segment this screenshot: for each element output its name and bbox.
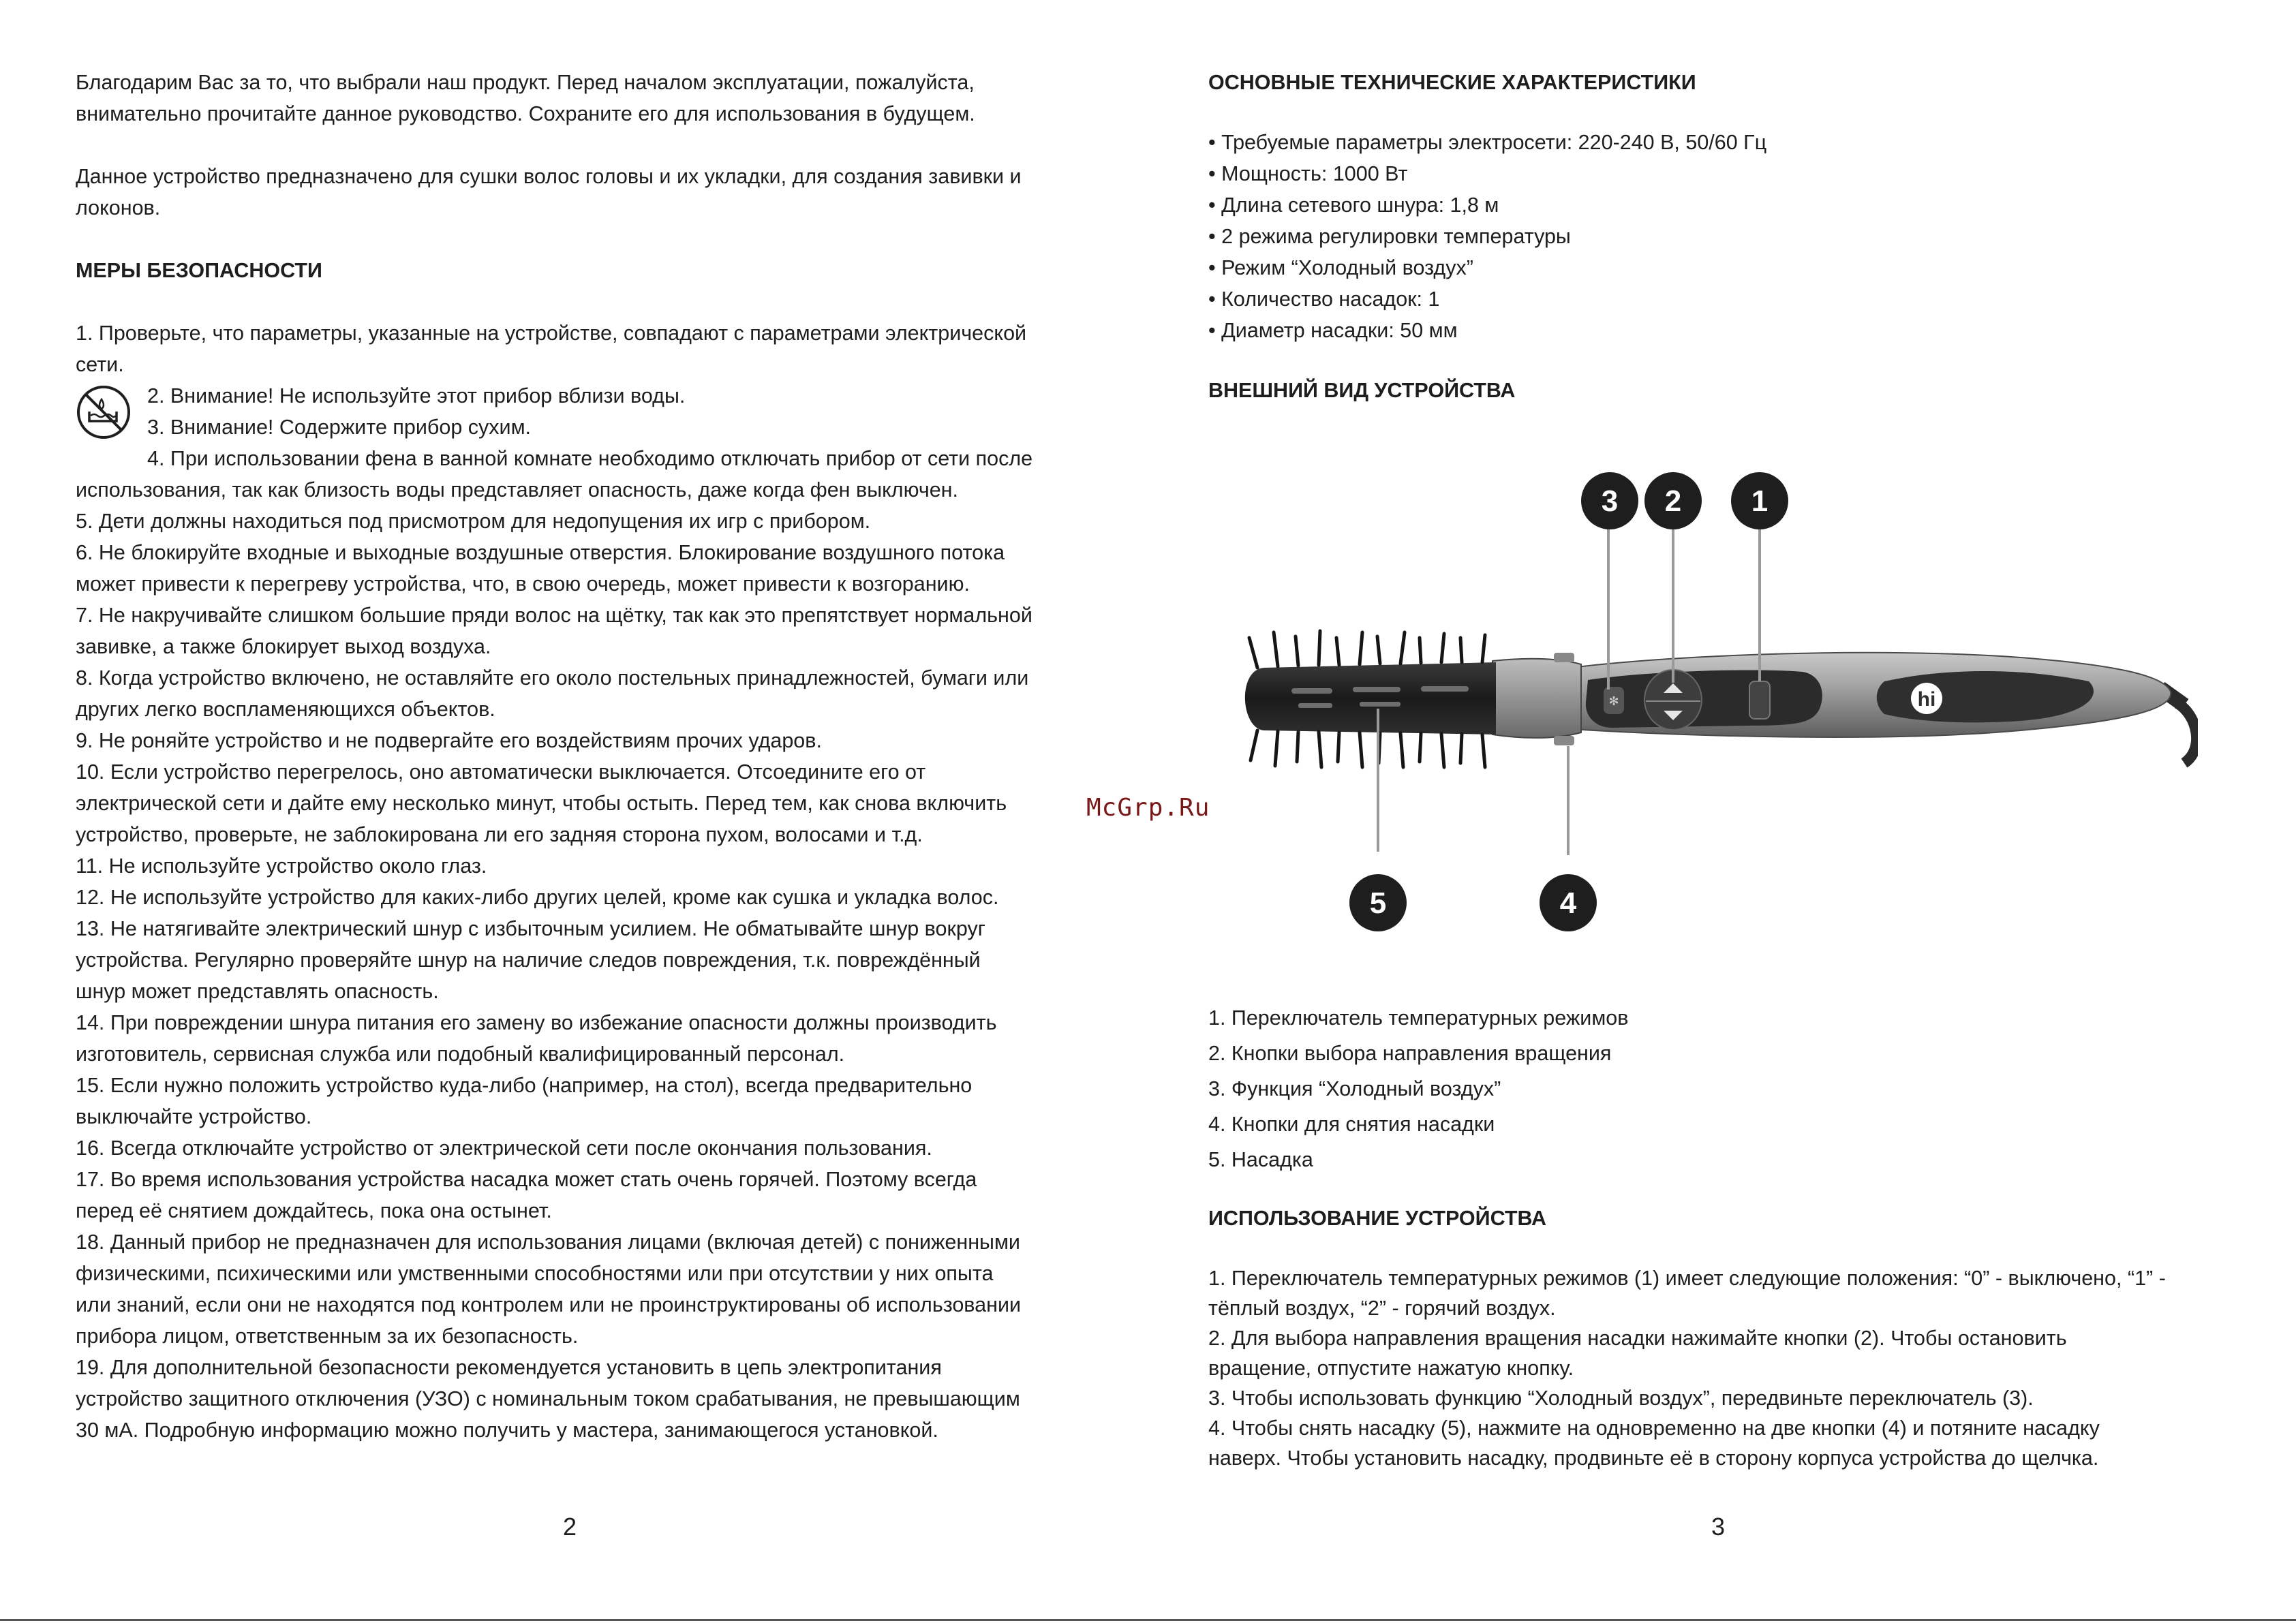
svg-text:4: 4: [1559, 886, 1577, 920]
intro-line-1: Благодарим Вас за то, что выбрали наш продукт. Перед началом эксплуатации, пожалуйста,: [76, 71, 975, 94]
safety-line: 15. Если нужно положить устройство куда-либо (например, на стол), всегда предварительно: [76, 1074, 973, 1097]
safety-line: 16. Всегда отключайте устройство от электрической сети после окончания пользования.: [76, 1137, 932, 1160]
safety-line: выключайте устройство.: [76, 1105, 312, 1128]
brush-barrel: [1245, 662, 1496, 735]
svg-text:5: 5: [1369, 886, 1387, 920]
spec-item: • Диаметр насадки: 50 мм: [1208, 319, 1458, 342]
intro-line-2: внимательно прочитайте данное руководство. Сохраните его для использования в будущем.: [76, 102, 975, 125]
water-warning-block: [76, 380, 1084, 474]
safety-line: 10. Если устройство перегрелось, оно автоматически выключается. Отсоедините его от: [76, 760, 926, 784]
safety-line: 11. Не используйте устройство около глаз.: [76, 854, 487, 878]
bottom-border: [0, 1619, 2296, 1621]
safety-line: 19. Для дополнительной безопасности рекомендуется установить в цепь электропитания: [76, 1356, 942, 1379]
watermark: McGrp.Ru: [1086, 794, 1210, 822]
legend-item: 5. Насадка: [1208, 1148, 1313, 1171]
legend-item: 4. Кнопки для снятия насадки: [1208, 1113, 1495, 1136]
no-water-warning-icon: [76, 384, 132, 440]
safety-line: 9. Не роняйте устройство и не подвергайте его воздействиям прочих ударов.: [76, 729, 822, 752]
spec-item: • Требуемые параметры электросети: 220-240 В, 50/60 Гц: [1208, 131, 1767, 154]
release-button-bottom: [1554, 736, 1574, 745]
appearance-heading: ВНЕШНИЙ ВИД УСТРОЙСТВА: [1208, 379, 1516, 402]
legend-item: 2. Кнопки выбора направления вращения: [1208, 1042, 1612, 1065]
callout-5: [1349, 874, 1407, 931]
svg-text:1: 1: [1751, 484, 1769, 518]
page-number-right: 3: [1711, 1513, 1726, 1541]
temperature-switch: [1749, 681, 1770, 719]
page-number-left: 2: [563, 1513, 577, 1541]
safety-line: 8. Когда устройство включено, не оставляйте его около постельных принадлежностей, бумаги или: [76, 666, 1029, 690]
safety-line: 7. Не накручивайте слишком большие пряди волос на щётку, так как это препятствует нормальной: [76, 604, 1032, 627]
safety-line: завивке, а также блокирует выход воздуха.: [76, 635, 491, 658]
right-page-text: [1208, 67, 2224, 406]
usage-line: вращение, отпустите нажатую кнопку.: [1208, 1357, 1574, 1380]
safety-line: использования, так как близость воды представляет опасность, даже когда фен выключен.: [76, 478, 958, 501]
safety-line: 12. Не используйте устройство для каких-либо других целей, кроме как сушка и укладка волос.: [76, 886, 999, 909]
safety-line: 4. При использовании фена в ванной комнате необходимо отключать прибор от сети после: [147, 447, 1033, 470]
safety-line: электрической сети и дайте ему несколько минут, чтобы остыть. Перед тем, как снова включить: [76, 792, 1007, 815]
left-page-text: [76, 67, 1084, 1446]
spec-item: • Количество насадок: 1: [1208, 288, 1440, 311]
safety-heading: МЕРЫ БЕЗОПАСНОСТИ: [76, 259, 322, 282]
spec-item: • Режим “Холодный воздух”: [1208, 256, 1473, 279]
safety-line: 13. Не натягивайте электрический шнур с избыточным усилием. Не обматывайте шнур вокруг: [76, 917, 985, 940]
usage-line: 4. Чтобы снять насадку (5), нажмите на одновременно на две кнопки (4) и потяните насадку: [1208, 1417, 2100, 1440]
usage-line: наверх. Чтобы установить насадку, продвиньте её в сторону корпуса устройства до щелчка.: [1208, 1447, 2099, 1470]
safety-line: изготовитель, сервисная служба или подобный квалифицированный персонал.: [76, 1042, 845, 1066]
safety-line: прибора лицом, ответственным за их безопасность.: [76, 1325, 579, 1348]
safety-line: физическими, психическими или умственными способностями или при отсутствии у них опыта: [76, 1262, 994, 1285]
safety-line: сети.: [76, 353, 124, 376]
callout-2: [1644, 472, 1702, 529]
spec-item: • Длина сетевого шнура: 1,8 м: [1208, 194, 1499, 217]
brand-logo-text: hi: [1917, 688, 1936, 711]
safety-line: 1. Проверьте, что параметры, указанные на устройстве, совпадают с параметрами электрической: [76, 322, 1027, 345]
usage-line: тёплый воздух, “2” - горячий воздух.: [1208, 1297, 1556, 1320]
safety-line: устройство, проверьте, не заблокирована ли его задняя сторона пухом, волосами и т.д.: [76, 823, 923, 846]
spec-item: • Мощность: 1000 Вт: [1208, 162, 1408, 185]
safety-line: 3. Внимание! Содержите прибор сухим.: [147, 416, 532, 439]
usage-line: 2. Для выбора направления вращения насадки нажимайте кнопки (2). Чтобы остановить: [1208, 1327, 2067, 1350]
svg-text:2: 2: [1664, 484, 1682, 518]
legend-item: 1. Переключатель температурных режимов: [1208, 1006, 1629, 1030]
spec-item: • 2 режима регулировки температуры: [1208, 225, 1571, 248]
release-collar: [1493, 659, 1581, 738]
safety-line: 5. Дети должны находиться под присмотром для недопущения их игр с прибором.: [76, 510, 871, 533]
safety-line: 18. Данный прибор не предназначен для использования лицами (включая детей) с пониженными: [76, 1231, 1020, 1254]
safety-line: других легко воспламеняющихся объектов.: [76, 698, 495, 721]
specs-heading: ОСНОВНЫЕ ТЕХНИЧЕСКИЕ ХАРАКТЕРИСТИКИ: [1208, 71, 1696, 94]
safety-line: 14. При повреждении шнура питания его замену во избежание опасности должны производить: [76, 1011, 997, 1034]
safety-line: перед её снятием дождайтесь, пока она остынет.: [76, 1199, 552, 1222]
callout-4: [1540, 874, 1597, 931]
usage-section: [1208, 1203, 2224, 1473]
safety-line: 30 мА. Подробную информацию можно получить у мастера, занимающегося установкой.: [76, 1419, 938, 1442]
safety-line: 2. Внимание! Не используйте этот прибор вблизи воды.: [147, 384, 686, 407]
callout-3: [1581, 472, 1638, 529]
svg-text:3: 3: [1601, 484, 1619, 518]
release-button-top: [1554, 653, 1574, 662]
safety-line: устройство защитного отключения (УЗО) с номинальным током срабатывания, не превышающим: [76, 1387, 1020, 1410]
legend-item: 3. Функция “Холодный воздух”: [1208, 1077, 1501, 1100]
safety-line: или знаний, если они не находятся под контролем или не проинструктированы об использовании: [76, 1293, 1022, 1316]
safety-line: может привести к перегреву устройства, что, в свою очередь, может привести к возгоранию.: [76, 572, 970, 596]
safety-line: 17. Во время использования устройства насадка может стать очень горячей. Поэтому всегда: [76, 1168, 977, 1191]
purpose-line-1: Данное устройство предназначено для сушки волос головы и их укладки, для создания завивки и: [76, 165, 1022, 188]
usage-line: 1. Переключатель температурных режимов (1) имеет следующие положения: “0” - выключено, “1” -: [1208, 1267, 2166, 1290]
safety-line: устройства. Регулярно проверяйте шнур на наличие следов повреждения, т.к. повреждённый: [76, 948, 981, 972]
safety-line: 6. Не блокируйте входные и выходные воздушные отверстия. Блокирование воздушного потока: [76, 541, 1005, 564]
hair-styler-illustration: [1203, 463, 2198, 954]
svg-text:✻: ✻: [1608, 694, 1619, 708]
safety-line: шнур может представлять опасность.: [76, 980, 439, 1003]
usage-line: 3. Чтобы использовать функцию “Холодный воздух”, передвиньте переключатель (3).: [1208, 1387, 2034, 1410]
callout-1: [1731, 472, 1788, 529]
purpose-line-2: локонов.: [76, 196, 161, 219]
usage-heading: ИСПОЛЬЗОВАНИЕ УСТРОЙСТВА: [1208, 1207, 1547, 1230]
device-legend: [1208, 1000, 1628, 1177]
